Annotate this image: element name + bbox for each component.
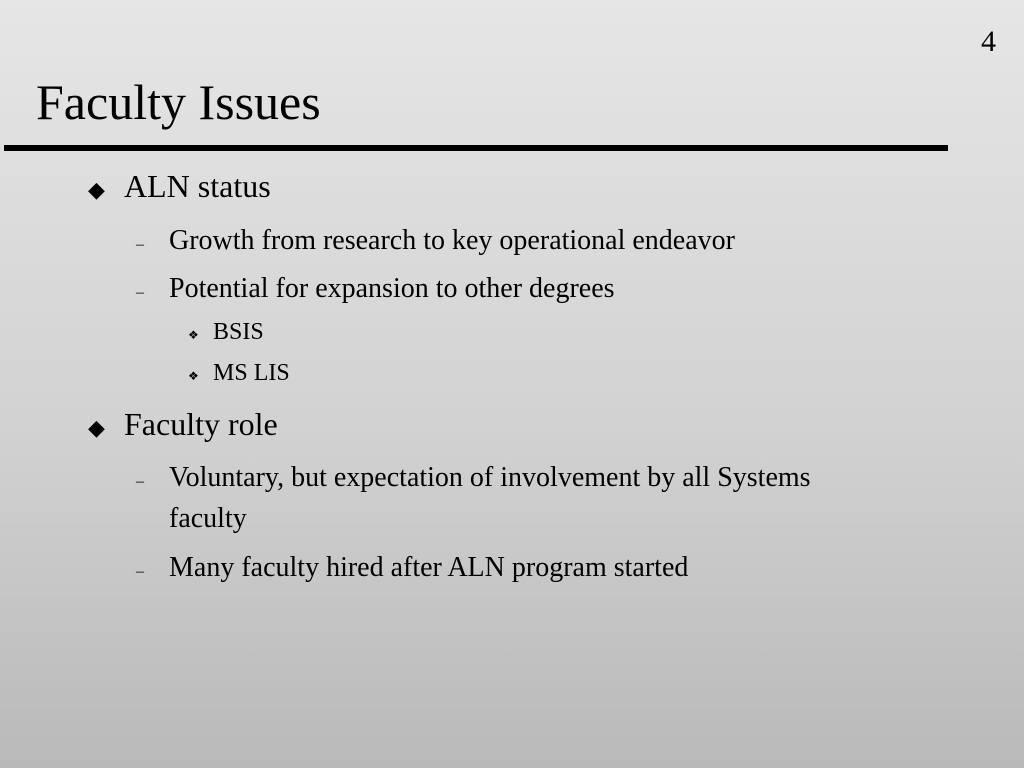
sub-bullet-text: Growth from research to key operational endeavor (169, 225, 735, 256)
dash-icon: – (136, 284, 144, 301)
dash-icon: – (136, 236, 144, 253)
sub-bullet-text: Many faculty hired after ALN program started (169, 552, 689, 583)
diamond-icon: ◆ (88, 177, 105, 202)
bullet-aln-status (88, 166, 271, 210)
bullet-text: Faculty role (124, 406, 278, 442)
sub-sub-bullet-bsis (188, 317, 264, 350)
dash-icon: – (136, 473, 144, 490)
page-number: 4 (981, 25, 996, 58)
bullet-text: ALN status (124, 168, 271, 204)
sub-bullet-text: Potential for expansion to other degrees (169, 273, 615, 304)
sub-bullet-voluntary (136, 457, 856, 539)
four-diamond-icon: ❖ (188, 328, 199, 342)
bullet-faculty-role (88, 404, 278, 448)
sub-sub-bullet-text: BSIS (213, 319, 264, 345)
slide-title: Faculty Issues (36, 74, 321, 130)
sub-sub-bullet-ms-lis (188, 358, 290, 391)
four-diamond-icon: ❖ (188, 369, 199, 383)
sub-bullet-text: Voluntary, but expectation of involvement by all Systems faculty (169, 462, 811, 534)
sub-bullet-growth (136, 220, 856, 265)
sub-bullet-potential (136, 268, 856, 313)
diamond-icon: ◆ (88, 415, 105, 440)
sub-sub-bullet-text: MS LIS (213, 360, 290, 386)
title-rule (4, 145, 948, 151)
dash-icon: – (136, 563, 144, 580)
sub-bullet-many-faculty (136, 547, 856, 592)
